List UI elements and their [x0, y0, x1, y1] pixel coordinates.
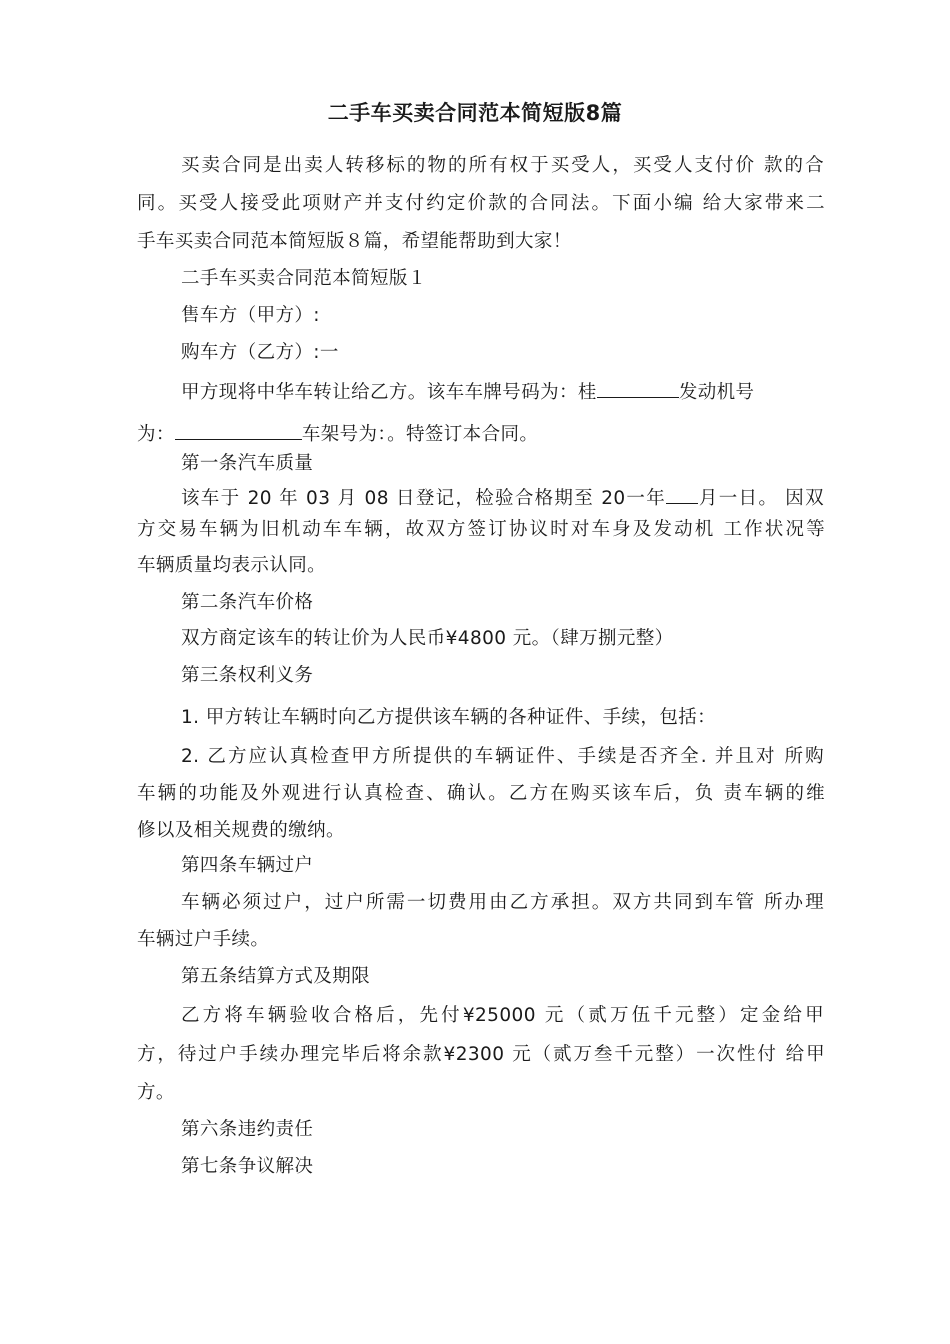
article-3-title: 第三条权利义务 [181, 665, 314, 686]
intro-line-3: 手车买卖合同范本简短版８篇，希望能帮助到大家！ [137, 231, 572, 252]
article-5-line-1: 乙方将车辆验收合格后，先付¥25000 元（贰万伍千元整）定金给甲 [181, 1005, 824, 1026]
engine-prefix: 为： [137, 424, 175, 445]
engine-label: 发动机号 [678, 382, 755, 403]
engine-suffix: 车架号为：。特签订本合同。 [301, 424, 539, 445]
article-7-title: 第七条争议解决 [181, 1156, 314, 1177]
article-3-item-2-line-3: 修以及相关规费的缴纳。 [137, 820, 345, 841]
buyer-line: 购车方（乙方）:一 [181, 342, 339, 363]
article-2-text: 双方商定该车的转让价为人民币¥4800 元。（肆万捌元整） [181, 628, 674, 649]
section-heading: 二手车买卖合同范本简短版１ [181, 268, 427, 289]
article-2-title: 第二条汽车价格 [181, 592, 314, 613]
engine-line [137, 419, 538, 448]
article-3-item-2-line-1: 2. 乙方应认真检查甲方所提供的车辆证件、手续是否齐全. 并且对 所购 [181, 746, 824, 767]
article-4-title: 第四条车辆过户 [181, 855, 314, 876]
article-1-line-1: 该车于 20 年 03 月 08 日登记，检验合格期至 20一年 月一日。 因双 [181, 483, 824, 512]
article-3-item-2-line-2: 车辆的功能及外观进行认真检查、确认。乙方在购买该车后，负 责车辆的维 [137, 783, 825, 804]
article-6-title: 第六条违约责任 [181, 1119, 314, 1140]
article-4-line-1: 车辆必须过户，过户所需一切费用由乙方承担。双方共同到车管 所办理 [181, 892, 824, 913]
article-3-item-1: 1. 甲方转让车辆时向乙方提供该车辆的各种证件、手续，包括： [181, 707, 717, 728]
intro-line-1: 买卖合同是出卖人转移标的物的所有权于买受人，买受人支付价 款的合 [181, 155, 824, 176]
transfer-line [181, 377, 754, 406]
intro-line-2: 同。买受人接受此项财产并支付约定价款的合同法。下面小编 给大家带来二 [137, 193, 825, 214]
article-1-line-3: 车辆质量均表示认同。 [137, 555, 327, 576]
article-1-title: 第一条汽车质量 [181, 453, 314, 474]
transfer-text: 甲方现将中华车转让给乙方。该车车牌号码为：桂 [181, 382, 597, 403]
article-5-line-3: 方。 [137, 1082, 175, 1103]
engine-number-blank [175, 419, 302, 440]
document-title: 二手车买卖合同范本简短版8篇 [327, 101, 623, 125]
article-4-line-2: 车辆过户手续。 [137, 929, 270, 950]
month-blank [666, 483, 698, 504]
article-5-line-2: 方，待过户手续办理完毕后将余款¥2300 元（贰万叁千元整）一次性付 给甲 [137, 1044, 825, 1065]
plate-number-blank [597, 377, 679, 398]
seller-line: 售车方（甲方）: [181, 305, 320, 326]
article-5-title: 第五条结算方式及期限 [181, 966, 371, 987]
article-1-line-2: 方交易车辆为旧机动车车辆，故双方签订协议时对车身及发动机 工作状况等 [137, 519, 825, 540]
